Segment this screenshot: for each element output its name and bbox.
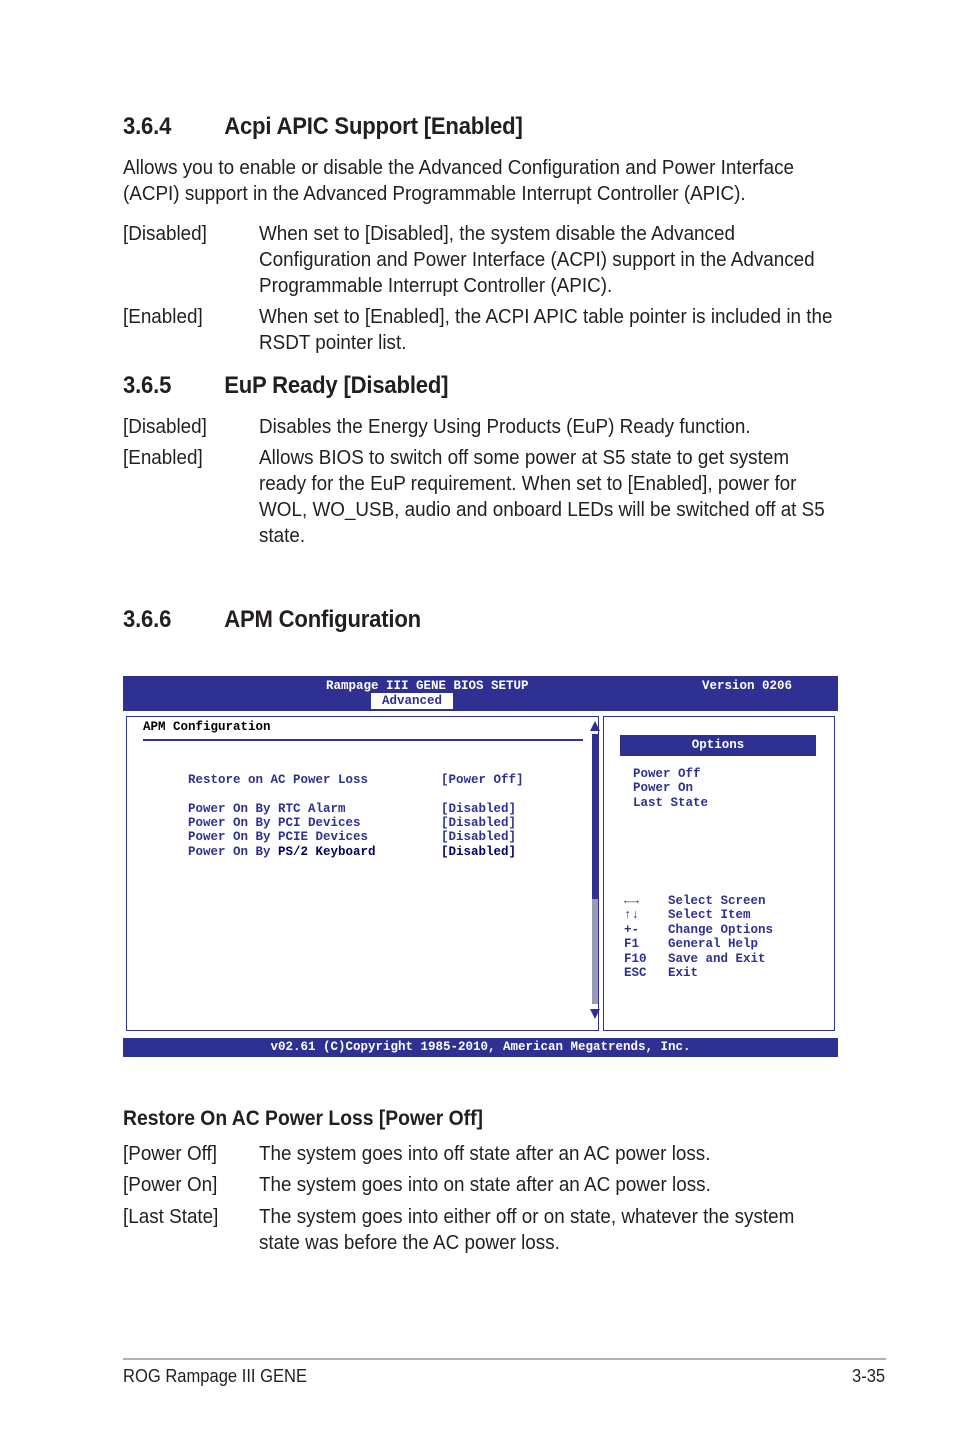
option-description: Allows BIOS to switch off some power at S5 state to get system ready for the EuP requirement. When set to [Enabled], power for WOL, WO_USB, audio and onboard LEDs will be switched off at S5 state. <box>259 446 825 547</box>
footer-product-name: ROG Rampage III GENE <box>123 1366 308 1386</box>
bios-screenshot <box>123 676 838 1057</box>
bios-menu-heading: APM Configuration <box>143 720 271 734</box>
scrollbar-thumb[interactable] <box>592 734 598 899</box>
key-legend-row <box>624 966 698 980</box>
setting-label-highlight: PS/2 Keyboard <box>278 845 376 859</box>
option-description: The system goes into either off or on state, whatever the system state was before the AC power loss. <box>259 1205 795 1254</box>
divider <box>143 739 583 741</box>
bios-copyright-bar: v02.61 (C)Copyright 1985-2010, American Megatrends, Inc. <box>123 1038 838 1057</box>
option-term: [Power On] <box>123 1173 218 1196</box>
section-title: EuP Ready [Disabled] <box>224 372 449 399</box>
option-term: [Power Off] <box>123 1142 217 1165</box>
option-description: When set to [Disabled], the system disable the Advanced Configuration and Power Interface (ACPI) support in the Advanced Programmable Interrupt Controller (APIC). <box>259 222 815 297</box>
setting-label: Power On By RTC Alarm <box>188 802 346 816</box>
setting-value: [Power Off] <box>441 773 524 787</box>
up-down-arrows-icon: ↑↓ <box>624 908 640 922</box>
bios-title-bar <box>123 676 838 711</box>
setting-value: [Disabled] <box>441 845 517 859</box>
option-description: The system goes into on state after an AC power loss. <box>259 1173 711 1196</box>
key-action: Change Options <box>668 923 774 937</box>
option-term: [Enabled] <box>123 305 203 328</box>
bios-title: Rampage III GENE BIOS SETUP <box>326 679 529 693</box>
key-legend-row <box>624 937 758 951</box>
option-description: Disables the Energy Using Products (EuP) Ready function. <box>259 415 751 438</box>
option-term: [Enabled] <box>123 446 203 469</box>
option-power-off[interactable]: Power Off <box>633 767 701 781</box>
setting-value: [Disabled] <box>441 830 517 844</box>
section-3-6-4-intro: Allows you to enable or disable the Advanced Configuration and Power Interface (ACPI) support in the Advanced Programmable Interrupt Controller (APIC). <box>123 156 795 205</box>
footer-page-number: 3-35 <box>852 1366 886 1386</box>
section-number: 3.6.5 <box>123 372 172 399</box>
key-action: General Help <box>668 937 759 951</box>
option-last-state[interactable]: Last State <box>633 796 709 810</box>
setting-value: [Disabled] <box>441 816 517 830</box>
options-header: Options <box>620 735 816 756</box>
setting-label: Restore on AC Power Loss <box>188 773 369 787</box>
key-action: Exit <box>668 966 699 980</box>
bios-help-panel <box>603 716 835 1031</box>
section-3-6-5-heading <box>123 372 448 400</box>
left-right-arrows-icon: ←→ <box>624 894 640 908</box>
setting-label: Power On By PCI Devices <box>188 816 361 830</box>
key-name: F10 <box>624 952 647 966</box>
option-description: When set to [Enabled], the ACPI APIC table pointer is included in the RSDT pointer list. <box>259 305 833 354</box>
setting-label <box>188 845 441 859</box>
key-name: ESC <box>624 966 647 980</box>
bios-settings-panel <box>126 716 599 1031</box>
option-term: [Disabled] <box>123 222 207 245</box>
setting-label-prefix: Power On By <box>188 845 279 859</box>
footer-divider <box>123 1358 886 1360</box>
section-title: Acpi APIC Support [Enabled] <box>224 113 523 140</box>
key-legend-row <box>624 894 766 908</box>
section-3-6-4-heading <box>123 113 523 141</box>
scroll-up-arrow-icon[interactable] <box>590 721 600 731</box>
key-legend-row <box>624 952 766 966</box>
section-number: 3.6.6 <box>123 606 172 633</box>
option-description: The system goes into off state after an AC power loss. <box>259 1142 711 1165</box>
section-3-6-6-heading <box>123 606 421 634</box>
setting-value: [Disabled] <box>441 802 517 816</box>
option-term: [Disabled] <box>123 415 207 438</box>
section-number: 3.6.4 <box>123 113 172 140</box>
option-term: [Last State] <box>123 1205 219 1228</box>
option-power-on[interactable]: Power On <box>633 781 694 795</box>
setting-label: Power On By PCIE Devices <box>188 830 369 844</box>
setting-power-on-by-ps2-keyboard[interactable] <box>143 831 516 873</box>
key-legend-row <box>624 908 751 922</box>
key-name: +- <box>624 923 640 937</box>
key-action: Save and Exit <box>668 952 766 966</box>
tab-advanced[interactable]: Advanced <box>371 693 453 709</box>
restore-on-ac-power-loss-heading: Restore On AC Power Loss [Power Off] <box>123 1107 483 1130</box>
bios-version: Version 0206 <box>702 679 793 693</box>
key-action: Select Item <box>668 908 751 922</box>
key-name: F1 <box>624 937 640 951</box>
scroll-down-arrow-icon[interactable] <box>590 1009 600 1019</box>
key-legend-row <box>624 923 773 937</box>
key-action: Select Screen <box>668 894 766 908</box>
section-title: APM Configuration <box>224 606 421 633</box>
